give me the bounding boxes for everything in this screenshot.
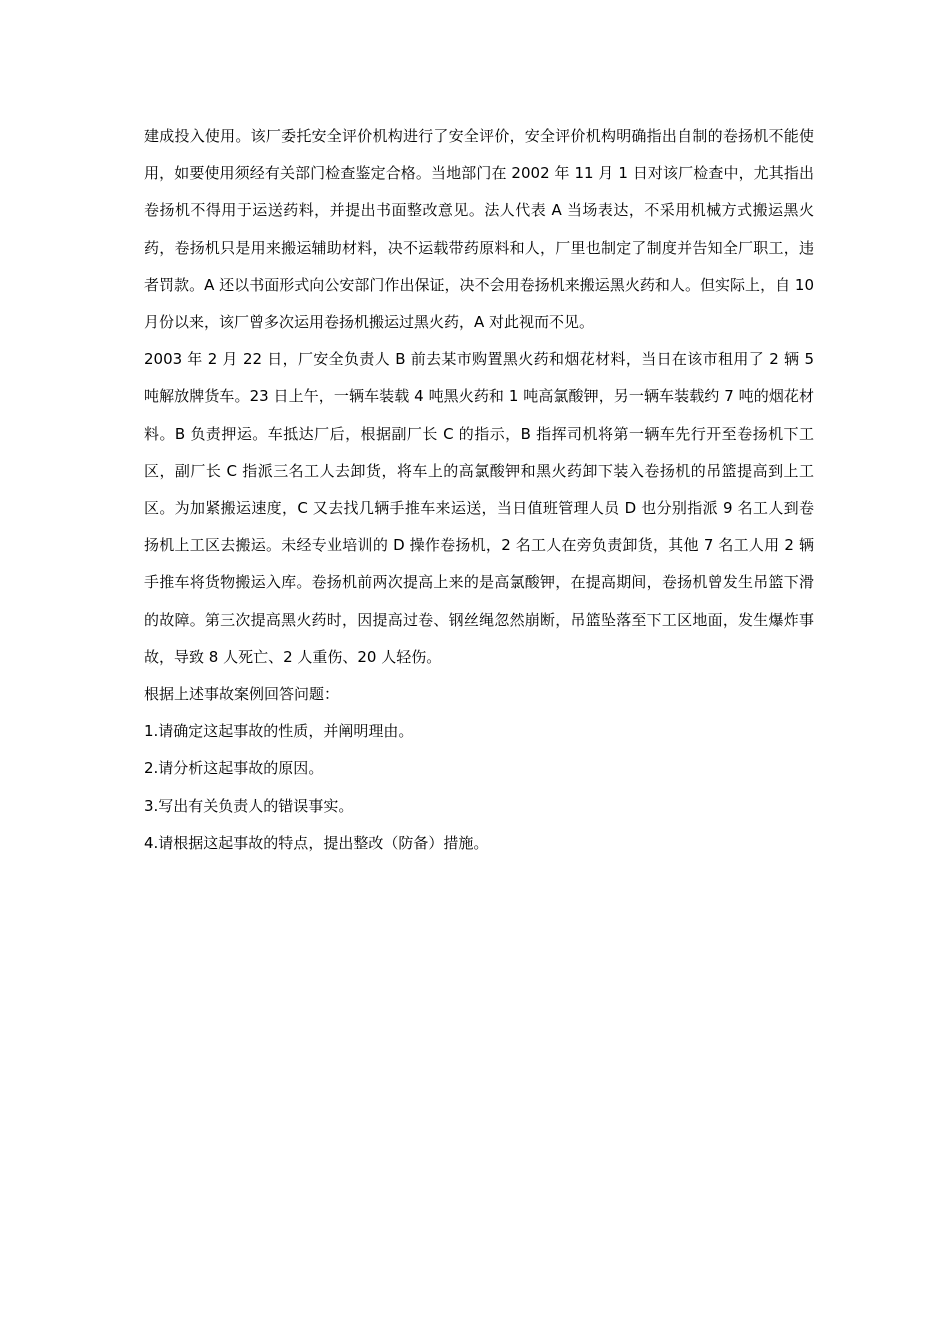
- document-body: [144, 118, 814, 862]
- question-3: 3.写出有关负责人的错误事实。: [144, 796, 354, 815]
- paragraph-inspection-background: 建成投入使用。该厂委托安全评价机构进行了安全评价，安全评价机构明确指出自制的卷扬机不能使用，如要使用须经有关部门检查鉴定合格。当地部门在 2002 年 11 月 1 日对该厂检查中，尤其指出卷扬机不得用于运送药料，并提出书面整改意见。法人代表 A 当场表达，不采用机械方式搬运黑火药，卷扬机只是用来搬运辅助材料，决不运载带药原料和人，厂里也制定了制度并告知全厂职工，违者罚款。A 还以书面形式向公安部门作出保证，决不会用卷扬机来搬运黑火药和人。但实际上，自 10 月份以来，该厂曾多次运用卷扬机搬运过黑火药，A 对此视而不见。: [144, 127, 814, 332]
- question-1: 1.请确定这起事故的性质，并阐明理由。: [144, 722, 414, 741]
- paragraph-accident-description: 2003 年 2 月 22 日，厂安全负责人 B 前去某市购置黑火药和烟花材料，当日在该市租用了 2 辆 5 吨解放牌货车。23 日上午，一辆车装载 4 吨黑火药和 1 吨高氯酸钾，另一辆车装载约 7 吨的烟花材料。B 负责押运。车抵达厂后，根据副厂长 C 的指示，B 指挥司机将第一辆车先行开至卷扬机下工区，副厂长 C 指派三名工人去卸货，将车上的高氯酸钾和黑火药卸下装入卷扬机的吊篮提高到上工区。为加紧搬运速度，C 又去找几辆手推车来运送，当日值班管理人员 D 也分别指派 9 名工人到卷扬机上工区去搬运。未经专业培训的 D 操作卷扬机，2 名工人在旁负责卸货，其他 7 名工人用 2 辆手推车将货物搬运入库。卷扬机前两次提高上来的是高氯酸钾，在提高期间，卷扬机曾发生吊篮下滑的故障。第三次提高黑火药时，因提高过卷、钢丝绳忽然崩断，吊篮坠落至下工区地面，发生爆炸事故，导致 8 人死亡、2 人重伤、20 人轻伤。: [144, 350, 814, 666]
- question-2: 2.请分析这起事故的原因。: [144, 759, 324, 778]
- question-4: 4.请根据这起事故的特点，提出整改（防备）措施。: [144, 833, 489, 852]
- questions-intro: 根据上述事故案例回答问题：: [144, 685, 340, 704]
